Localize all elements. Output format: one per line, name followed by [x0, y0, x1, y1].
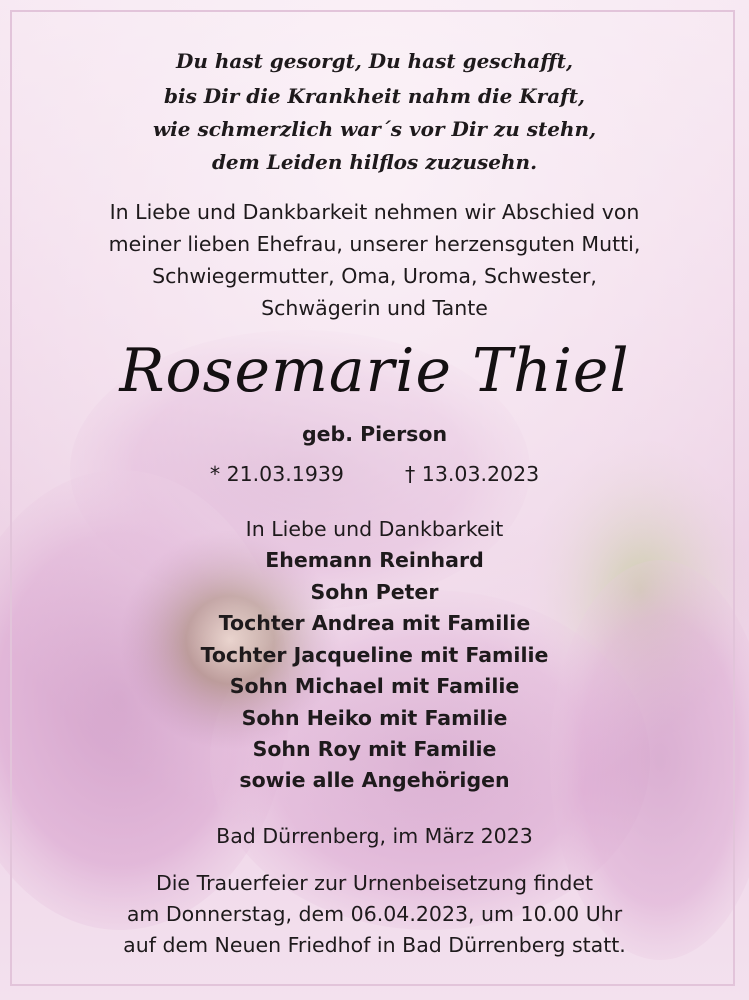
funeral-line: auf dem Neuen Friedhof in Bad Dürrenberg statt. — [123, 933, 626, 957]
birth-date: * 21.03.1939 — [209, 462, 344, 486]
intro-line: Schwägerin und Tante — [261, 296, 488, 320]
funeral-line: Die Trauerfeier zur Urnenbeisetzung findet — [155, 871, 594, 895]
mourner-line: Sohn Heiko mit Familie — [241, 706, 508, 730]
mourner-line: Tochter Andrea mit Familie — [218, 611, 531, 635]
mourner-line: Sohn Roy mit Familie — [252, 737, 497, 761]
mourners-intro: In Liebe und Dankbarkeit — [245, 517, 504, 541]
mourner-line: sowie alle Angehörigen — [239, 768, 510, 792]
mourner-line: Tochter Jacqueline mit Familie — [200, 643, 549, 667]
poem-line: dem Leiden hilflos zuzusehn. — [211, 150, 538, 174]
poem-line: bis Dir die Krankheit nahm die Kraft, — [164, 84, 585, 108]
poem-line: Du hast gesorgt, Du hast geschafft, — [175, 49, 573, 73]
poem-line: wie schmerzlich war´s vor Dir zu stehn, — [152, 117, 597, 141]
maiden-name: geb. Pierson — [301, 422, 448, 446]
place-date: Bad Dürrenberg, im März 2023 — [216, 824, 533, 848]
death-date: † 13.03.2023 — [405, 462, 540, 486]
funeral-line: am Donnerstag, dem 06.04.2023, um 10.00 Uhr — [126, 902, 623, 926]
mourner-line: Sohn Peter — [310, 580, 439, 604]
intro-line: meiner lieben Ehefrau, unserer herzensguten Mutti, — [108, 232, 641, 256]
mourner-line: Ehemann Reinhard — [265, 548, 484, 572]
mourner-line: Sohn Michael mit Familie — [229, 674, 520, 698]
intro-line: Schwiegermutter, Oma, Uroma, Schwester, — [152, 264, 597, 288]
deceased-name: Rosemarie Thiel — [119, 336, 630, 406]
intro-line: In Liebe und Dankbarkeit nehmen wir Abschied von — [109, 200, 640, 224]
life-dates — [0, 462, 749, 486]
